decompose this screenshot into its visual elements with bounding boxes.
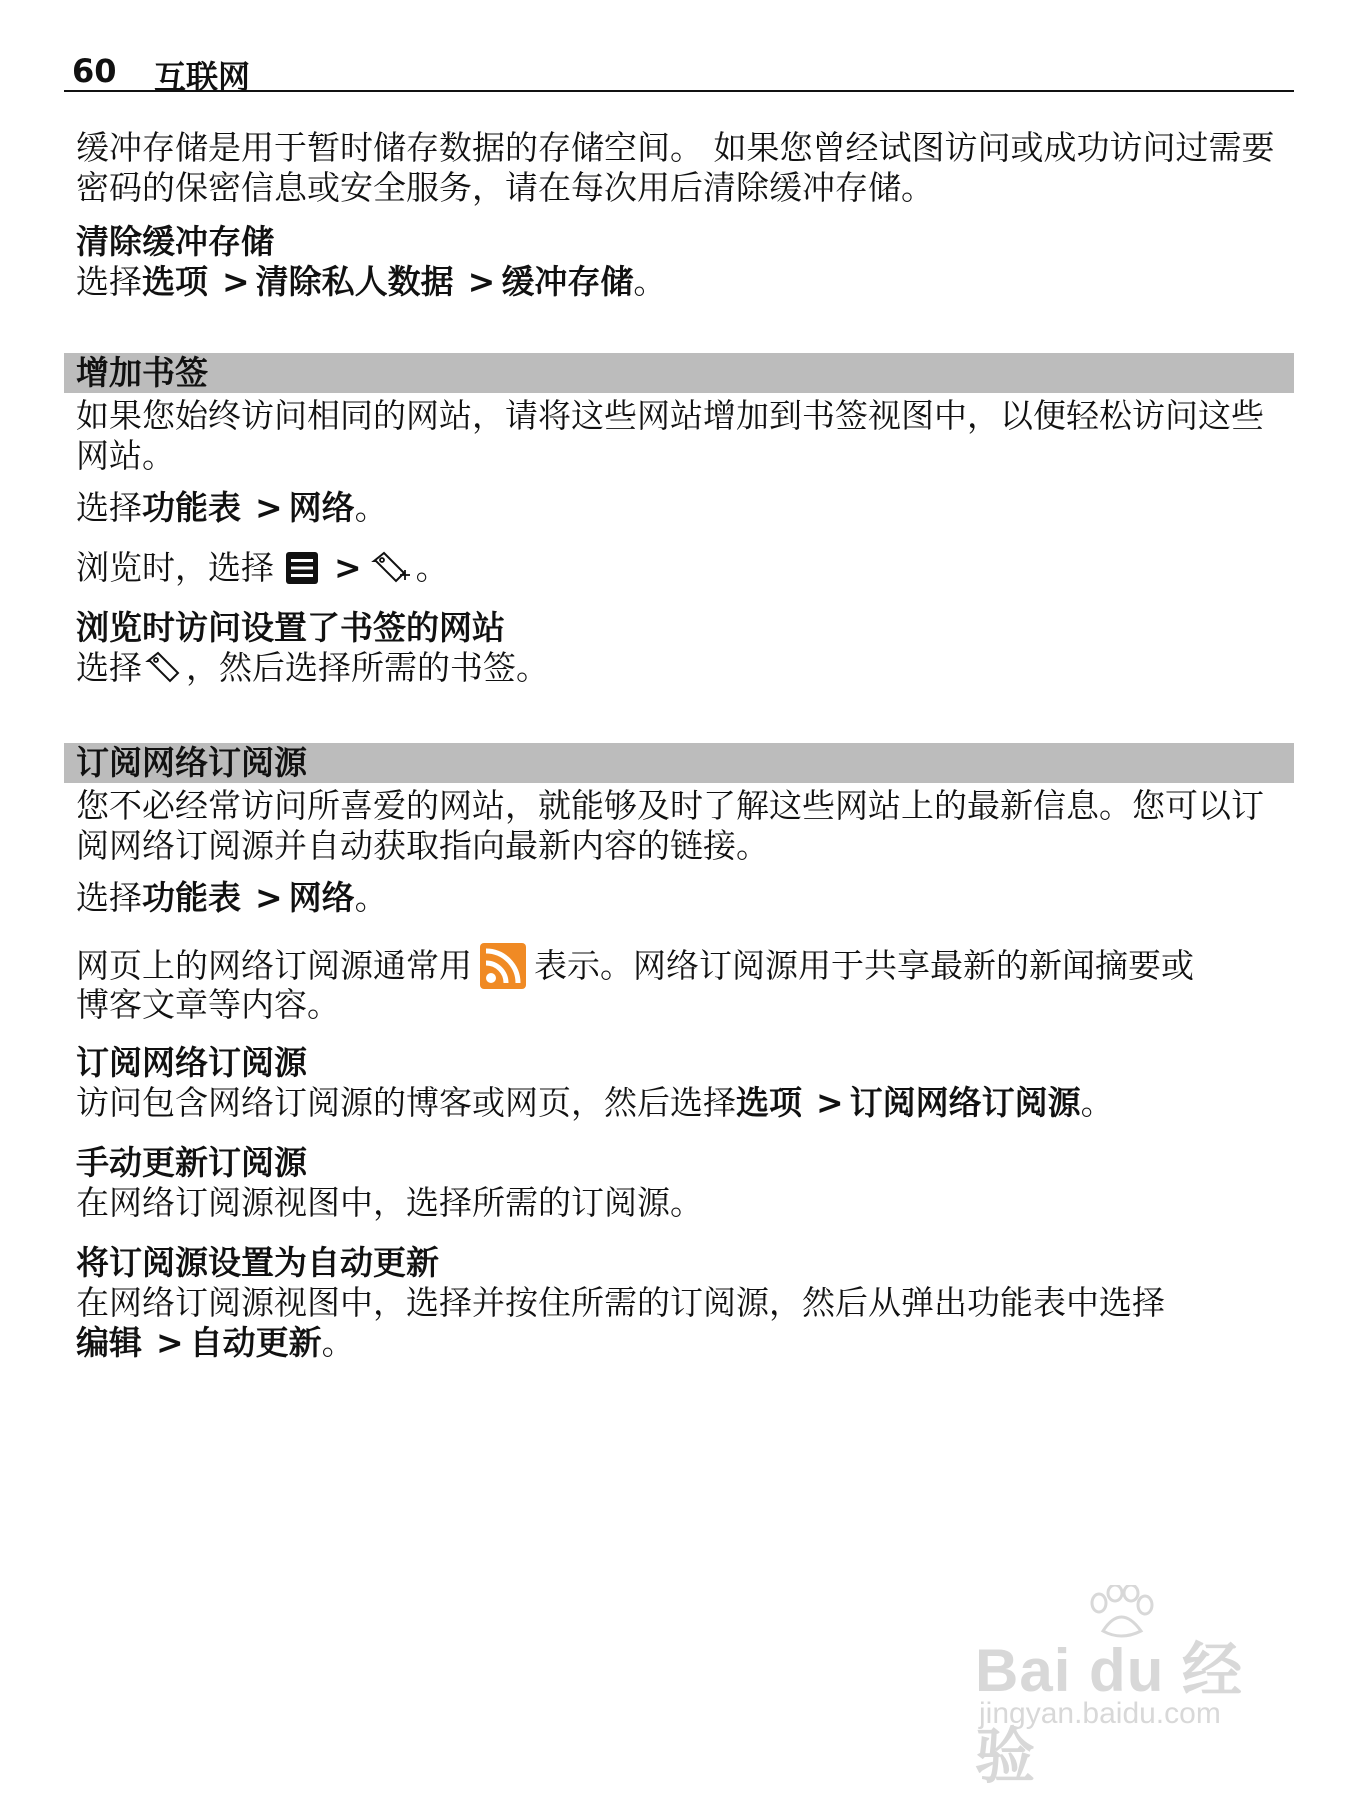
- instruction-suffix: 。: [354, 488, 388, 527]
- visit-bookmark-heading: 浏览时访问设置了书签的网站: [76, 608, 505, 647]
- visit-bookmark-instruction: [76, 648, 549, 688]
- add-bookmark-step2: [76, 548, 449, 588]
- rss-explanation-line1: [76, 943, 1194, 989]
- path-step: 选项: [142, 262, 208, 301]
- feeds-step1: [76, 878, 388, 918]
- page-header: [64, 50, 1294, 96]
- path-step: 选项: [736, 1083, 802, 1122]
- manual-page: [64, 40, 1294, 1780]
- instruction-prefix: 选择: [76, 648, 142, 687]
- bookmark-icon: [144, 649, 184, 687]
- path-step: 清除私人数据: [255, 262, 454, 301]
- path-step: 网络: [288, 878, 355, 917]
- bookmark-add-icon: [370, 549, 414, 587]
- path-step: 订阅网络订阅源: [849, 1083, 1081, 1122]
- instruction-prefix: 浏览时，选择: [76, 548, 274, 587]
- auto-update-heading: 将订阅源设置为自动更新: [76, 1243, 439, 1282]
- path-separator: >: [467, 262, 496, 301]
- auto-update-line1: 在网络订阅源视图中，选择并按住所需的订阅源，然后从弹出功能表中选择: [76, 1283, 1165, 1322]
- path-step: 功能表: [142, 488, 241, 527]
- subscribe-heading: 订阅网络订阅源: [76, 1043, 307, 1082]
- section-bar-add-bookmark: [64, 353, 1294, 393]
- section-bar-feeds: [64, 743, 1294, 783]
- path-separator: >: [156, 1323, 184, 1362]
- section-title: 订阅网络订阅源: [76, 743, 307, 782]
- path-separator: >: [222, 262, 250, 301]
- instruction-prefix: 选择: [76, 488, 142, 527]
- page-number: 60: [72, 52, 117, 90]
- rss-feed-icon: [480, 943, 526, 989]
- path-step: 缓冲存储: [501, 262, 634, 301]
- rss-explanation-line2: 博客文章等内容。: [76, 985, 340, 1024]
- instruction-suffix: 。: [321, 1323, 355, 1362]
- path-step: 网络: [288, 488, 355, 527]
- clear-cache-heading: 清除缓冲存储: [76, 222, 274, 261]
- path-separator: >: [816, 1083, 844, 1122]
- instruction-prefix: 访问包含网络订阅源的博客或网页，然后选择: [76, 1083, 736, 1122]
- instruction-suffix: 。: [633, 262, 667, 301]
- auto-update-line2: [76, 1323, 355, 1363]
- watermark-url: jingyan.baidu.com: [979, 1697, 1221, 1730]
- instruction-suffix: 。: [1080, 1083, 1114, 1122]
- rss-text-prefix: 网页上的网络订阅源通常用: [76, 946, 472, 985]
- instruction-suffix: 。: [415, 548, 449, 587]
- rss-text-suffix: 表示。网络订阅源用于共享最新的新闻摘要或: [534, 946, 1194, 985]
- clear-cache-instruction: [76, 262, 666, 302]
- menu-icon: [284, 550, 320, 586]
- instruction-prefix: 选择: [76, 878, 142, 917]
- watermark-brand: Bai du 经验: [975, 1637, 1244, 1790]
- baidu-watermark: [975, 1585, 1285, 1790]
- path-step: 功能表: [142, 878, 241, 917]
- instruction-suffix: ，然后选择所需的书签。: [186, 648, 549, 687]
- section-title: 增加书签: [76, 353, 208, 392]
- path-step: 自动更新: [189, 1323, 322, 1362]
- instruction-suffix: 。: [354, 878, 388, 917]
- path-step: 编辑: [76, 1323, 142, 1362]
- add-bookmark-body: 如果您始终访问相同的网站，请将这些网站增加到书签视图中，以便轻松访问这些网站。: [76, 396, 1264, 475]
- intro-paragraph: 缓冲存储是用于暂时储存数据的存储空间。 如果您曾经试图访问或成功访问过需要密码的保密信息或安全服务，请在每次用后清除缓冲存储。: [76, 128, 1275, 207]
- instruction-prefix: 选择: [76, 262, 142, 301]
- path-separator: >: [255, 878, 283, 917]
- add-bookmark-step1: [76, 488, 388, 528]
- chapter-title: 互联网: [154, 58, 251, 96]
- feeds-body: 您不必经常访问所喜爱的网站，就能够及时了解这些网站上的最新信息。您可以订阅网络订阅源并自动获取指向最新内容的链接。: [76, 786, 1264, 865]
- path-separator: >: [255, 488, 283, 527]
- path-separator: >: [334, 548, 362, 587]
- manual-update-heading: 手动更新订阅源: [76, 1143, 307, 1182]
- manual-update-body: 在网络订阅源视图中，选择所需的订阅源。: [76, 1183, 703, 1222]
- subscribe-instruction: [76, 1083, 1114, 1123]
